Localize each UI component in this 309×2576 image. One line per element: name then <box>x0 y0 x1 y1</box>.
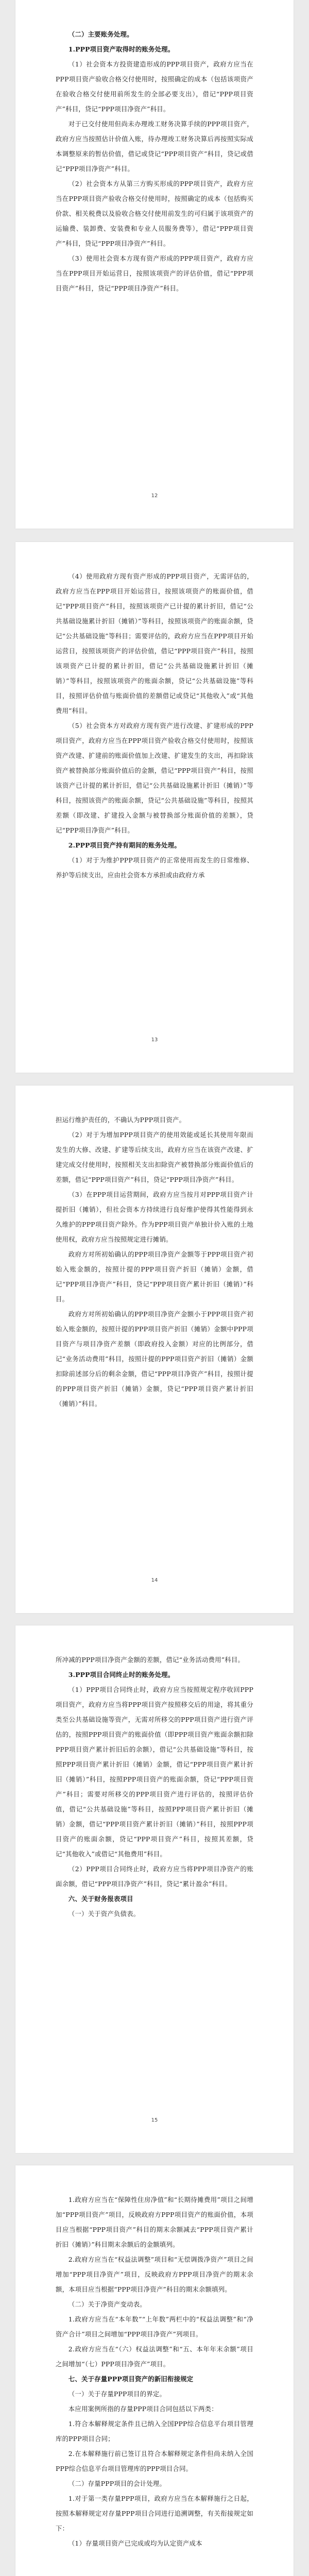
section-heading: 七、关于存量PPP项目资产的新旧衔接规定 <box>68 2375 194 2383</box>
page-number: 14 <box>151 1578 158 1583</box>
paragraph: 1.政府方应当在“本年数”“上年数”两栏中的“权益法调整”和“净资产合计”项目之间增加“PPP项目净资产”列项目。 <box>56 2315 253 2338</box>
page-content <box>56 1652 253 1921</box>
paragraph: （1）对于为维护PPP项目资产的正常使用而发生的日常维修、养护等后续支出，应由社会资本方承担或由政府方承 <box>56 856 253 879</box>
page-content <box>56 2192 253 2551</box>
paragraph: （3）使用社会资本方现有资产形成的PPP项目资产，政府方应当在PPP项目开始运营日，按照该项资产的评估价值，借记“PPP项目资产”科目，贷记“PPP项目净资产”科目。 <box>56 255 253 292</box>
document-page-15 <box>15 1625 294 2153</box>
paragraph: （5）社会资本方对政府方现有资产进行改建、扩建形成的PPP项目资产，政府方应当在PPP项目资产验收合格交付使用时，按照该资产改建、扩建前的账面价值加上改建、扩建发生的支出，再扣除该资产被替换部分账面价值后的金额，借记“PPP项目资产”科目，按照该资产已计提的累计折旧，借记“公共基础设施累计折旧（摊销）”等科目，按照该资产的账面余额，贷记“公共基础设施”等科目，按照其差额（即改建、扩建投入金额与被替换部分账面价值的差额），贷记“PPP项目净资产”科目。 <box>56 722 253 834</box>
paragraph: （一）关于资产负债表。 <box>68 1910 140 1918</box>
paragraph: 1.符合本解释规定条件且已纳入全国PPP综合信息平台项目管理库的PPP项目合同； <box>56 2420 253 2443</box>
paragraph: （1）社会资本方投资建造形成的PPP项目资产，政府方应当在PPP项目资产验收合格交付使用时，按照确定的成本（包括该项资产在验收合格交付使用前所发生的全部必要支出），借记“PPP项目资产”科目，贷记“PPP项目净资产”科目。 <box>56 60 253 113</box>
paragraph: （二）存量PPP项目的会计处理。 <box>68 2480 166 2487</box>
document-page-16 <box>15 2165 294 2576</box>
page-number: 13 <box>151 1037 158 1043</box>
paragraph: （1）存量项目资产已完成或均为认定资产成本 <box>68 2539 202 2547</box>
paragraph: 本应用案例所指的存量PPP项目合同包括以下两类： <box>68 2405 218 2413</box>
paragraph: （1）PPP项目合同终止时，政府方应当按照规定程序收回PPP项目资产，政府方应当将PPP项目资产按照移交后的用途，将其重分类至公共基础设施等资产，无需对所移交的PPP项目资产进行资产评估的，按照PPP项目资产的账面价值（即PPP项目资产账面余额扣除PPP项目资产累计折旧后的余额），借记“公共基础设施”等科目，按照PPP项目资产累计折旧（摊销）金额，借记“PPP项目资产累计折旧（摊销）”科目，按照PPP项目资产的账面余额，贷记“PPP项目资产”科目；需要对所移交的PPP项目资产进行评估的，按照评估价值，借记“公共基础设施”等科目，按照PPP项目资产累计折旧（摊销）金额，借记“PPP项目资产累计折旧（摊销）”科目，按照PPP项目资产的账面余额，贷记“PPP项目资产”科目，按照其差额，贷记“其他收入”或借记“其他费用”科目。 <box>56 1686 253 1858</box>
section-heading: 3.PPP项目合同终止时的账务处理。 <box>68 1671 175 1679</box>
page-content <box>56 27 253 296</box>
page-number: 12 <box>151 493 158 499</box>
page-number: 15 <box>151 2117 158 2123</box>
paragraph: （2）社会资本方从第三方购买形成的PPP项目资产，政府方应当在PPP项目资产验收合格交付使用时，按照确定的成本（包括购买价款、相关税费以及验收合格交付使用前发生的可归属于该项资产的运输费、装卸费、安装费和专业人员服务费等），借记“PPP项目资产”科目，贷记“PPP项目净资产”科目。 <box>56 180 253 247</box>
paragraph: 2.政府方应当在“（六）权益法调整”和“五、本年年末余额”项目之间增加“（七）PPP项目净资产”项目。 <box>56 2345 253 2368</box>
paragraph: （一）关于存量PPP项目的界定。 <box>68 2390 166 2398</box>
paragraph: 2.政府方应当在“权益法调整”项目和“无偿调拨净资产”项目之间增加“PPP项目净资产”项目，反映政府方PPP项目净资产的期末余额，本项目应当根据“PPP项目净资产”科目的期末余额填列。 <box>56 2256 253 2293</box>
page-content <box>56 1112 253 1411</box>
paragraph: 对于已交付使用但尚未办理竣工财务决算手续的PPP项目资产，政府方应当按照估计价值入账，待办理竣工财务决算后再按照实际成本调整原来的暂估价值，借记或贷记“PPP项目资产”科目，贷记或借记“PPP项目净资产”科目。 <box>56 120 253 173</box>
section-heading: 2.PPP项目资产持有期间的账务处理。 <box>68 841 181 849</box>
section-heading: 1.PPP项目资产取得时的账务处理。 <box>68 45 175 53</box>
paragraph: （4）使用政府方现有资产形成的PPP项目资产，无需评估的，政府方应当在PPP项目开始运营日，按照该项资产的账面价值，借记“PPP项目资产”科目，按照该项资产已计提的累计折旧，借记“公共基础设施累计折旧（摊销）”等科目，按照该项资产的账面余额，贷记“公共基础设施”等科目；需要评估的，政府方应当在PPP项目开始运营日，按照该项资产的评估价值，借记“PPP项目资产”科目，按照该项资产已计提的累计折旧，借记“公共基础设施累计折旧（摊销）”等科目，按照该项资产的账面余额，贷记“公共基础设施”等科目，按照评估价值与账面价值的差额借记或贷记“其他收入”或“其他费用”科目。 <box>56 572 253 715</box>
paragraph: （3）在PPP项目运营期间，政府方应当按月对PPP项目资产计提折旧（摊销），但社会资本方持续进行良好维护使得其性能得到永久维护的PPP项目资产除外。作为PPP项目资产单独计价入账的土地使用权，政府方应当按照规定进行摊销。 <box>56 1191 253 1243</box>
paragraph: （2）PPP项目合同终止时，政府方应当将PPP项目净资产的账面余额，借记“PPP项目净资产”科目，贷记“累计盈余”科目。 <box>56 1865 253 1888</box>
paragraph: 政府方对所初始确认的PPP项目净资产金额等于PPP项目资产初始入账金额的，按照计提的PPP项目资产折旧（摊销）金额，借记“PPP项目净资产”科目，贷记“PPP项目资产累计折旧（摊销）”科目。 <box>56 1250 253 1303</box>
paragraph: 1.对于第一类存量PPP项目，政府方应当在本解释施行之日起，按照本解释规定对存量PPP项目合同进行追溯调整，有关衔接规定如下： <box>56 2495 253 2532</box>
paragraph: （2）对于为增加PPP项目资产的使用效能或延长其使用年限而发生的大修、改建、扩建等后续支出，政府方应当在该资产改建、扩建完成交付使用时，按照相关支出扣除资产被替换部分账面价值后的差额，借记“PPP项目资产”科目，贷记“PPP项目净资产”科目。 <box>56 1131 253 1183</box>
section-heading: 六、关于财务报表项目 <box>68 1895 133 1903</box>
paragraph: 1.政府方应当在“保障性住房净值”和“长期待摊费用”项目之间增加“PPP项目资产”项目，反映政府方PPP项目资产的账面价值，本项目应当根据“PPP项目资产”科目的期末余额减去“PPP项目资产累计折旧（摊销）”科目期末余额后的金额填列。 <box>56 2196 253 2248</box>
paragraph: 所冲减的PPP项目净资产金额的差额，借记“业务活动费用”科目。 <box>56 1656 245 1664</box>
paragraph: 2.在本解释施行前已签订且符合本解释规定条件但尚未纳入全国PPP综合信息平台项目管理库的PPP项目合同。 <box>56 2450 253 2472</box>
document-page-14 <box>15 1086 294 1613</box>
document-page-13 <box>15 542 294 1073</box>
paragraph: 政府方对所初始确认的PPP项目净资产金额小于PPP项目资产初始入账金额的，按照计提的PPP项目资产折旧（摊销）金额中PPP项目资产与项目净资产差额（即政府投入金额）对应的比例部分，借记“业务活动费用”科目，按照计提的PPP项目资产折旧（摊销）金额扣除前述部分后的剩余金额，借记“PPP项目净资产”科目，按照计提的PPP项目资产折旧（摊销）金额，贷记“PPP项目资产累计折旧（摊销）”科目。 <box>56 1310 253 1408</box>
section-heading: （二）主要账务处理。 <box>68 30 133 38</box>
page-content <box>56 569 253 883</box>
paragraph: 担运行维护责任的，不确认为PPP项目资产。 <box>56 1116 186 1124</box>
document-page-12 <box>15 0 294 529</box>
paragraph: （二）关于净资产变动表。 <box>68 2300 146 2308</box>
